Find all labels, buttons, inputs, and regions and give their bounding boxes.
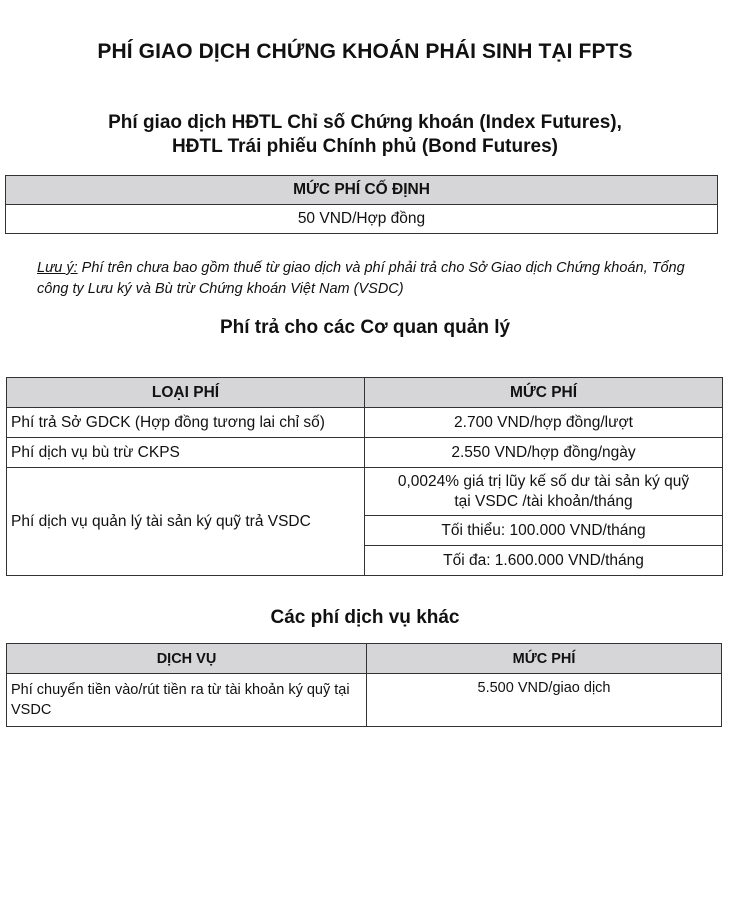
table-row	[7, 674, 722, 727]
fee-minimum-cell: Tối thiểu: 100.000 VND/tháng	[365, 516, 723, 546]
page-title: PHÍ GIAO DỊCH CHỨNG KHOÁN PHÁI SINH TẠI FPTS	[97, 40, 633, 63]
note-label: Lưu ý:	[37, 260, 78, 276]
fee-type-header: LOẠI PHÍ	[7, 378, 365, 408]
other-fee-table	[6, 643, 722, 727]
table-row	[7, 438, 723, 468]
table-header-row	[7, 644, 722, 674]
table-header-row	[7, 378, 723, 408]
service-fee-header: MỨC PHÍ	[367, 644, 722, 674]
service-cell: Phí chuyển tiền vào/rút tiền ra từ tài khoản ký quỹ tại VSDC	[7, 674, 367, 727]
service-header: DỊCH VỤ	[7, 644, 367, 674]
service-fee-cell: 5.500 VND/giao dịch	[367, 674, 722, 727]
futures-fee-title-line2: HĐTL Trái phiếu Chính phủ (Bond Futures)	[172, 136, 558, 157]
fixed-fee-value: 50 VND/Hợp đồng	[6, 205, 718, 234]
table-header-row	[6, 176, 718, 205]
fee-amount-line1: 0,0024% giá trị lũy kế số dư tài sản ký quỹ	[397, 472, 690, 490]
fee-amount-cell: 2.700 VND/hợp đồng/lượt	[365, 408, 723, 438]
table-row	[7, 468, 723, 516]
fixed-fee-table	[5, 175, 718, 234]
table-row	[7, 408, 723, 438]
fee-maximum-cell: Tối đa: 1.600.000 VND/tháng	[365, 546, 723, 576]
fee-amount-cell: 2.550 VND/hợp đồng/ngày	[365, 438, 723, 468]
fee-note	[37, 258, 717, 300]
futures-fee-title	[0, 111, 730, 159]
fee-amount-header: MỨC PHÍ	[365, 378, 723, 408]
other-fee-title: Các phí dịch vụ khác	[270, 607, 460, 628]
table-row	[6, 205, 718, 234]
fee-type-cell: Phí dịch vụ quản lý tài sản ký quỹ trả VSDC	[7, 468, 365, 576]
futures-fee-title-line1: Phí giao dịch HĐTL Chỉ số Chứng khoán (Index Futures),	[108, 112, 622, 133]
fee-type-cell: Phí trả Sở GDCK (Hợp đồng tương lai chỉ số)	[7, 408, 365, 438]
fixed-fee-header: MỨC PHÍ CỐ ĐỊNH	[6, 176, 718, 205]
note-text: Phí trên chưa bao gồm thuế từ giao dịch và phí phải trả cho Sở Giao dịch Chứng khoán, Tổng công ty Lưu ký và Bù trừ Chứng khoán Việt Nam (VSDC)	[37, 260, 685, 297]
fee-type-cell: Phí dịch vụ bù trừ CKPS	[7, 438, 365, 468]
fee-amount-line2: tại VSDC /tài khoản/tháng	[454, 492, 633, 510]
regulator-fee-title: Phí trả cho các Cơ quan quản lý	[219, 317, 511, 338]
fee-amount-cell	[365, 468, 723, 516]
regulator-fee-table	[6, 377, 723, 576]
